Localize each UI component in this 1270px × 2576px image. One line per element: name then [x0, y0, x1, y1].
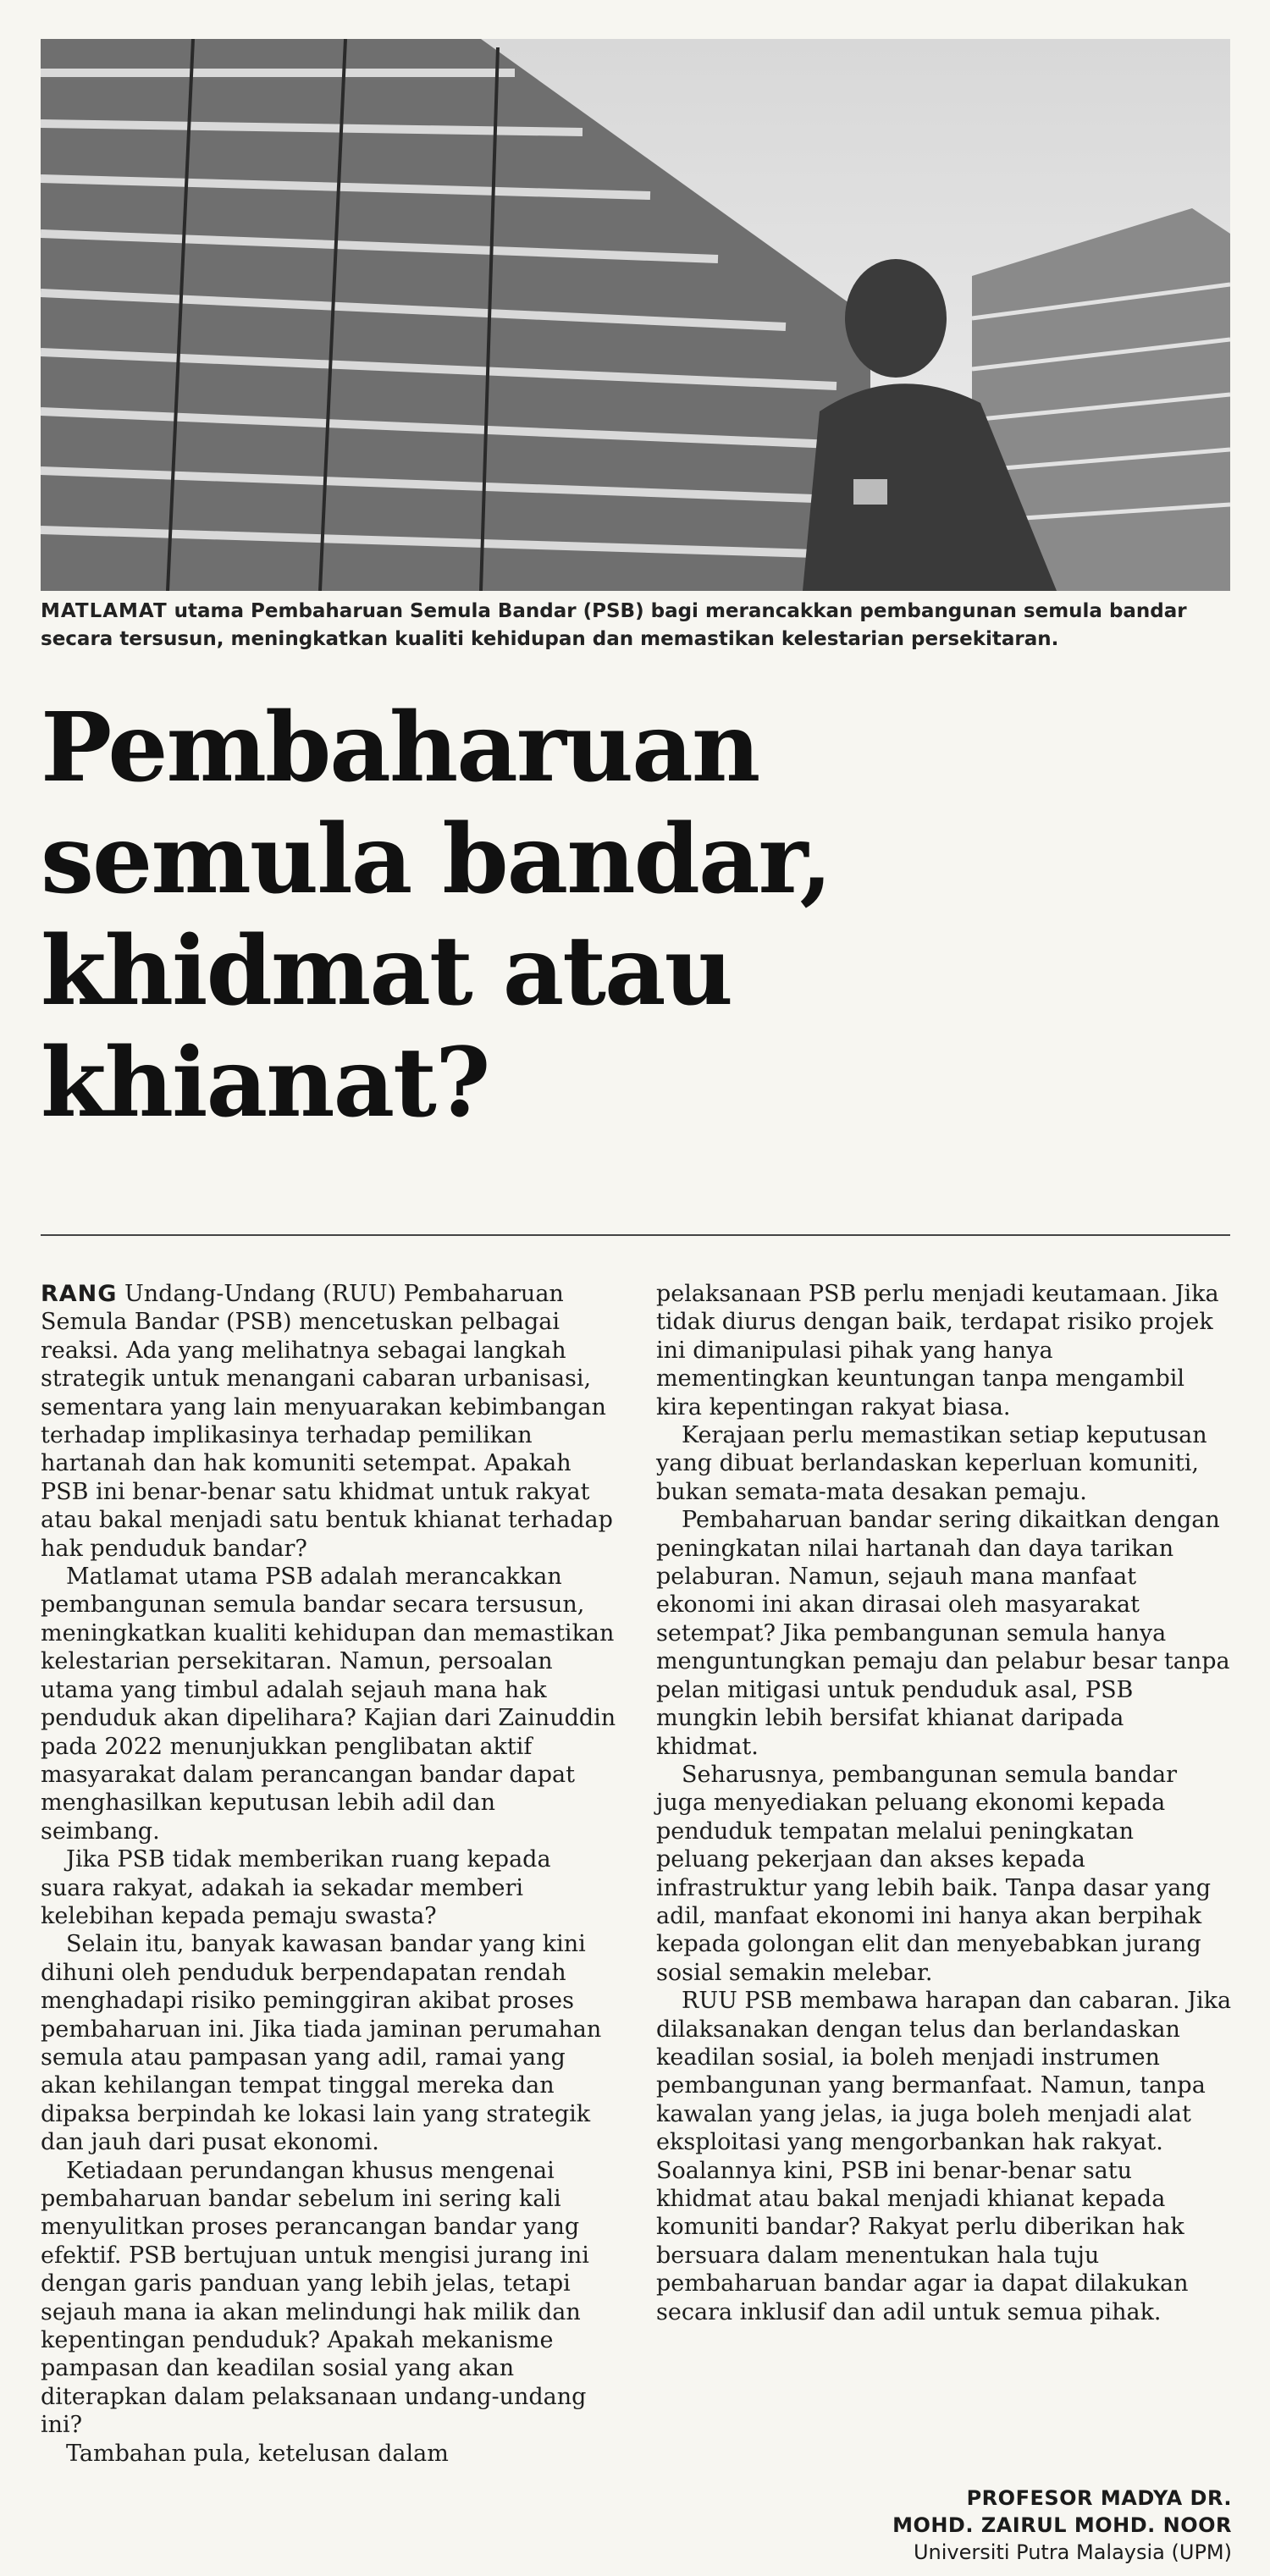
article-paragraph: RUU PSB membawa harapan dan cabaran. Jika dilaksanakan dengan telus dan berlandaskan keadilan sosial, ia boleh menjadi instrumen pembangunan yang bermanfaat. Namun, tanpa kawalan yang jelas, ia juga boleh menjadi alat eksploitasi yang mengorbankan hak rakyat. Soalannya kini, PSB ini benar-benar satu khidmat atau bakal menjadi khianat kepada komuniti bandar? Rakyat perlu diberikan hak bersuara dalam menentukan hala tuju pembaharuan bandar agar ia dapat dilakukan secara inklusif dan adil untuk semua pihak.: [656, 1988, 1232, 2325]
article-paragraph: Tambahan pula, ketelusan dalam: [66, 2440, 449, 2467]
article-paragraph: Seharusnya, pembangunan semula bandar juga menyediakan peluang ekonomi kepada penduduk tempatan melalui peningkatan peluang pekerjaan dan akses kepada infrastruktur yang lebih baik. Tanpa dasar yang adil, manfaat ekonomi ini hanya akan berpihak kepada golongan elit dan menyebabkan jurang sosial semakin melebar.: [656, 1761, 1211, 1986]
author-byline: [656, 2485, 1232, 2566]
headline-line-4: khianat?: [41, 1028, 489, 1139]
article-paragraph: Selain itu, banyak kawasan bandar yang kini dihuni oleh penduduk berpendapatan rendah menghadapi risiko peminggiran akibat proses pembaharuan ini. Jika tiada jaminan perumahan semula atau pampasan yang adil, ramai yang akan kehilangan tempat tinggal mereka dan dipaksa berpindah ke lokasi lain yang strategik dan jauh dari pusat ekonomi.: [41, 1931, 602, 2156]
headline-divider: [41, 1234, 1230, 1236]
headline-line-2: semula bandar,: [41, 804, 831, 915]
author-title: PROFESOR MADYA DR.: [966, 2486, 1232, 2510]
author-affiliation: Universiti Putra Malaysia (UPM): [913, 2540, 1232, 2564]
article-lead-word: RANG: [41, 1281, 118, 1307]
photo-caption: [41, 598, 1230, 654]
caption-lead: MATLAMAT: [41, 600, 168, 622]
article-column-right: [656, 1280, 1232, 2326]
headline: [41, 692, 1230, 1139]
building-photo-icon: [41, 39, 1230, 591]
article-paragraph: Pembaharuan bandar sering dikaitkan dengan peningkatan nilai hartanah dan daya tarikan pelaburan. Namun, sejauh mana manfaat ekonomi ini akan dirasai oleh masyarakat setempat? Jika pembangunan semula hanya menguntungkan pemaju dan pelabur besar tanpa pelan mitigasi untuk penduduk asal, PSB mungkin lebih bersifat khianat daripada khidmat.: [656, 1507, 1230, 1760]
article-paragraph: pelaksanaan PSB perlu menjadi keutamaan. Jika tidak diurus dengan baik, terdapat risiko projek ini dimanipulasi pihak yang hanya mementingkan keuntungan tanpa mengambil kira kepentingan rakyat biasa.: [656, 1281, 1219, 1420]
article-column-left: [41, 1280, 616, 2468]
building-photo: [41, 39, 1230, 591]
article-paragraph: Kerajaan perlu memastikan setiap keputusan yang dibuat berlandaskan keperluan komuniti, bukan semata-mata desakan pemaju.: [656, 1422, 1207, 1505]
headline-line-1: Pembaharuan: [41, 692, 759, 803]
article-paragraph: Ketiadaan perundangan khusus mengenai pembaharuan bandar sebelum ini sering kali menyulitkan proses perancangan bandar yang efektif. PSB bertujuan untuk mengisi jurang ini dengan garis panduan yang lebih jelas, tetapi sejauh mana ia akan melindungi hak milik dan kepentingan penduduk? Apakah mekanisme pampasan dan keadilan sosial yang akan diterapkan dalam pelaksanaan undang-undang ini?: [41, 2157, 589, 2439]
headline-line-3: khidmat atau: [41, 916, 732, 1027]
article-paragraph: Jika PSB tidak memberikan ruang kepada suara rakyat, adakah ia sekadar memberi kelebihan kepada pemaju swasta?: [41, 1846, 551, 1929]
author-name: MOHD. ZAIRUL MOHD. NOOR: [892, 2513, 1232, 2537]
article-paragraph: RANG Undang-Undang (RUU) Pembaharuan Semula Bandar (PSB) mencetuskan pelbagai reaksi. Ada yang melihatnya sebagai langkah strategik untuk menangani cabaran urbanisasi, sementara yang lain menyuarakan kebimbangan terhadap implikasinya terhadap pemilikan hartanah dan hak komuniti setempat. Apakah PSB ini benar-benar satu khidmat untuk rakyat atau bakal menjadi satu bentuk khianat terhadap hak penduduk bandar?: [41, 1281, 613, 1562]
caption-text: utama Pembaharuan Semula Bandar (PSB) bagi merancakkan pembangunan semula bandar secara tersusun, meningkatkan kualiti kehidupan dan memastikan kelestarian persekitaran.: [41, 600, 1187, 650]
article-paragraph: Matlamat utama PSB adalah merancakkan pembangunan semula bandar secara tersusun, meningkatkan kualiti kehidupan dan memastikan kelestarian persekitaran. Namun, persoalan utama yang timbul adalah sejauh mana hak penduduk akan dipelihara? Kajian dari Zainuddin pada 2022 menunjukkan penglibatan aktif masyarakat dalam perancangan bandar dapat menghasilkan keputusan lebih adil dan seimbang.: [41, 1564, 616, 1845]
